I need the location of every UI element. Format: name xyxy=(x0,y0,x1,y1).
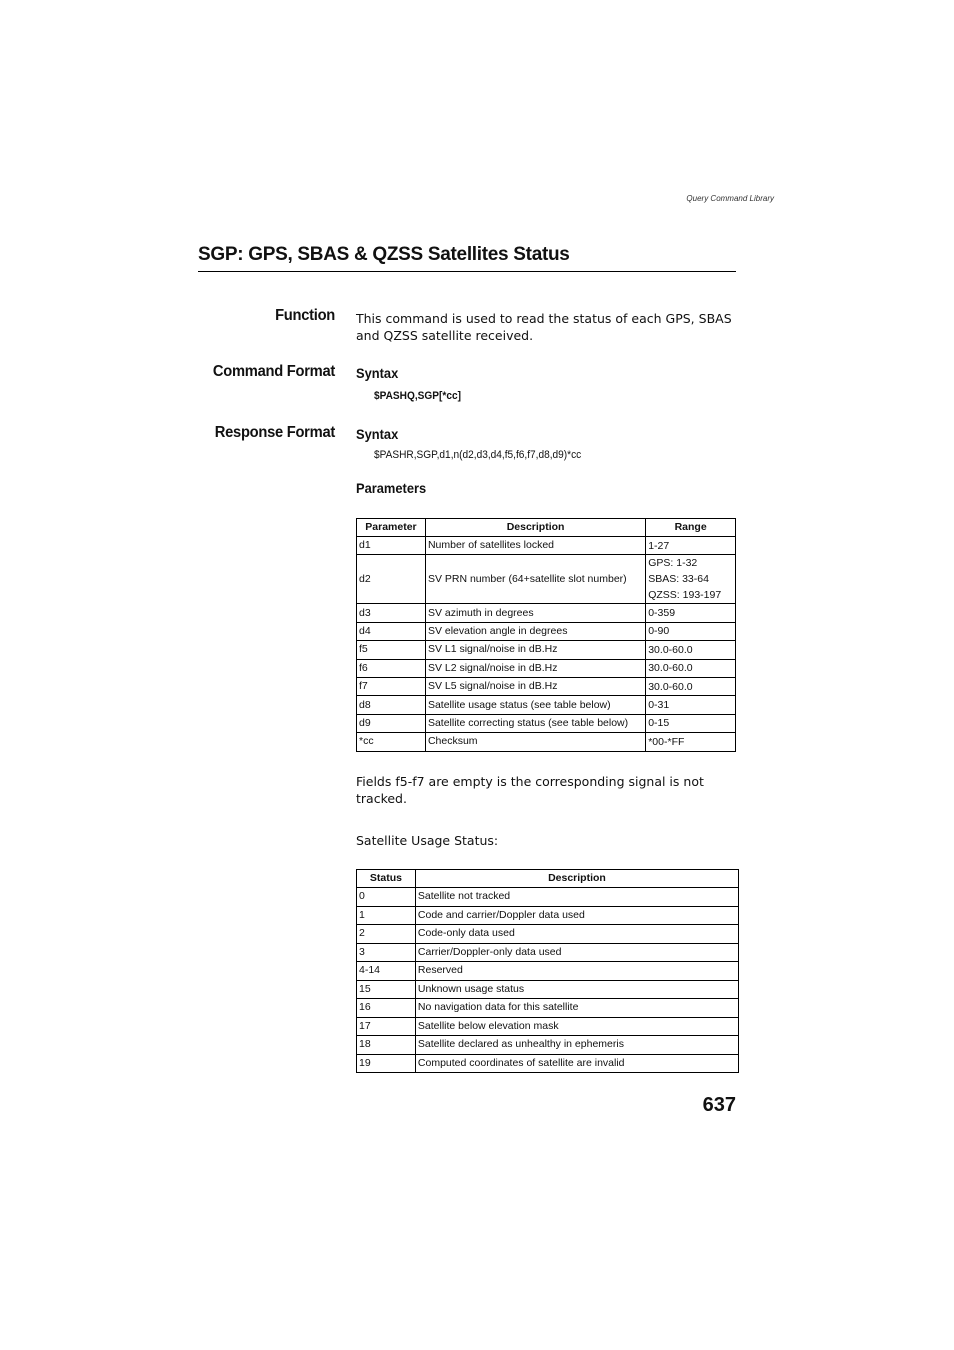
range-value: GPS: 1-32 xyxy=(648,557,698,570)
table-row xyxy=(357,962,739,981)
table-row xyxy=(357,659,736,677)
param-cell: f7 xyxy=(357,677,426,695)
parameters-header-row xyxy=(357,519,736,537)
parameters-table xyxy=(356,518,736,752)
range-cell xyxy=(646,537,736,555)
table-row xyxy=(357,622,736,640)
header-range: Range xyxy=(646,519,736,537)
param-cell: *cc xyxy=(357,733,426,751)
table-row xyxy=(357,1054,739,1073)
status-cell: 1 xyxy=(357,906,416,925)
range-value: 0-359 xyxy=(648,607,676,620)
status-cell: 18 xyxy=(357,1036,416,1055)
description-cell: Number of satellites locked xyxy=(425,537,645,555)
fields-note: Fields f5-f7 are empty is the corresponding signal is not tracked. xyxy=(356,774,704,806)
function-text: This command is used to read the status of each GPS, SBAS and QZSS satellite received. xyxy=(356,311,732,343)
status-description-cell: Satellite below elevation mask xyxy=(415,1017,738,1036)
command-syntax-label: Syntax xyxy=(356,365,399,381)
table-row xyxy=(357,943,739,962)
description-cell: SV PRN number (64+satellite slot number) xyxy=(425,555,645,604)
page-number: 637 xyxy=(702,1094,736,1116)
param-cell: d1 xyxy=(357,537,426,555)
table-row xyxy=(357,555,736,604)
header-status-description: Description xyxy=(415,870,738,888)
table-row xyxy=(357,641,736,659)
description-cell: Satellite correcting status (see table below) xyxy=(425,714,645,732)
table-row xyxy=(357,999,739,1018)
range-cell xyxy=(646,622,736,640)
status-cell: 4-14 xyxy=(357,962,416,981)
table-row xyxy=(357,604,736,622)
table-row xyxy=(357,537,736,555)
param-cell: d4 xyxy=(357,622,426,640)
status-description-cell: Code and carrier/Doppler data used xyxy=(415,906,738,925)
range-value: 30.0-60.0 xyxy=(648,643,693,656)
status-description-cell: Code-only data used xyxy=(415,925,738,944)
table-row xyxy=(357,1017,739,1036)
range-value: 0-15 xyxy=(648,717,670,730)
range-cell xyxy=(646,641,736,659)
status-cell: 2 xyxy=(357,925,416,944)
description-cell: SV L5 signal/noise in dB.Hz xyxy=(425,677,645,695)
range-value: *00-*FF xyxy=(648,735,685,748)
range-value: 30.0-60.0 xyxy=(648,662,693,675)
response-format-heading: Response Format xyxy=(214,424,335,441)
status-cell: 16 xyxy=(357,999,416,1018)
status-cell: 3 xyxy=(357,943,416,962)
title-rule xyxy=(198,271,736,272)
command-syntax: $PASHQ,SGP[*cc] xyxy=(374,390,461,402)
table-row xyxy=(357,925,739,944)
table-row xyxy=(357,888,739,907)
status-description-cell: Satellite declared as unhealthy in ephemeris xyxy=(415,1036,738,1055)
range-cell xyxy=(646,604,736,622)
range-cell xyxy=(646,696,736,714)
status-cell: 17 xyxy=(357,1017,416,1036)
running-head: Query Command Library xyxy=(686,194,774,203)
status-cell: 19 xyxy=(357,1054,416,1073)
range-cell xyxy=(646,714,736,732)
usage-status-table xyxy=(356,869,739,1073)
status-cell: 0 xyxy=(357,888,416,907)
param-cell: d2 xyxy=(357,555,426,604)
usage-status-label: Satellite Usage Status: xyxy=(356,833,499,848)
table-row xyxy=(357,696,736,714)
status-description-cell: No navigation data for this satellite xyxy=(415,999,738,1018)
table-row xyxy=(357,677,736,695)
range-value: SBAS: 33-64 xyxy=(648,573,709,586)
description-cell: SV L1 signal/noise in dB.Hz xyxy=(425,641,645,659)
range-value: 0-31 xyxy=(648,699,670,712)
range-cell xyxy=(646,555,736,604)
status-cell: 15 xyxy=(357,980,416,999)
page-title: SGP: GPS, SBAS & QZSS Satellites Status xyxy=(198,244,570,265)
range-value: 0-90 xyxy=(648,625,670,638)
status-description-cell: Satellite not tracked xyxy=(415,888,738,907)
header-description: Description xyxy=(425,519,645,537)
response-syntax-label: Syntax xyxy=(356,426,399,442)
table-row xyxy=(357,733,736,751)
description-cell: Satellite usage status (see table below) xyxy=(425,696,645,714)
param-cell: f5 xyxy=(357,641,426,659)
range-value: 30.0-60.0 xyxy=(648,680,693,693)
description-cell: SV elevation angle in degrees xyxy=(425,622,645,640)
range-value: QZSS: 193-197 xyxy=(648,589,722,602)
range-cell xyxy=(646,677,736,695)
response-syntax: $PASHR,SGP,d1,n(d2,d3,d4,f5,f6,f7,d8,d9)*cc xyxy=(374,449,582,461)
range-cell xyxy=(646,659,736,677)
range-value: 1-27 xyxy=(648,539,670,552)
param-cell: d8 xyxy=(357,696,426,714)
description-cell: Checksum xyxy=(425,733,645,751)
param-cell: d3 xyxy=(357,604,426,622)
param-cell: d9 xyxy=(357,714,426,732)
status-description-cell: Carrier/Doppler-only data used xyxy=(415,943,738,962)
parameters-label: Parameters xyxy=(356,480,427,496)
status-description-cell: Computed coordinates of satellite are invalid xyxy=(415,1054,738,1073)
description-cell: SV L2 signal/noise in dB.Hz xyxy=(425,659,645,677)
header-parameter: Parameter xyxy=(357,519,426,537)
command-format-heading: Command Format xyxy=(212,363,335,380)
status-description-cell: Reserved xyxy=(415,962,738,981)
header-status: Status xyxy=(357,870,416,888)
table-row xyxy=(357,1036,739,1055)
description-cell: SV azimuth in degrees xyxy=(425,604,645,622)
param-cell: f6 xyxy=(357,659,426,677)
status-header-row xyxy=(357,870,739,888)
range-cell xyxy=(646,733,736,751)
table-row xyxy=(357,980,739,999)
status-description-cell: Unknown usage status xyxy=(415,980,738,999)
function-heading: Function xyxy=(275,307,335,324)
table-row xyxy=(357,714,736,732)
table-row xyxy=(357,906,739,925)
